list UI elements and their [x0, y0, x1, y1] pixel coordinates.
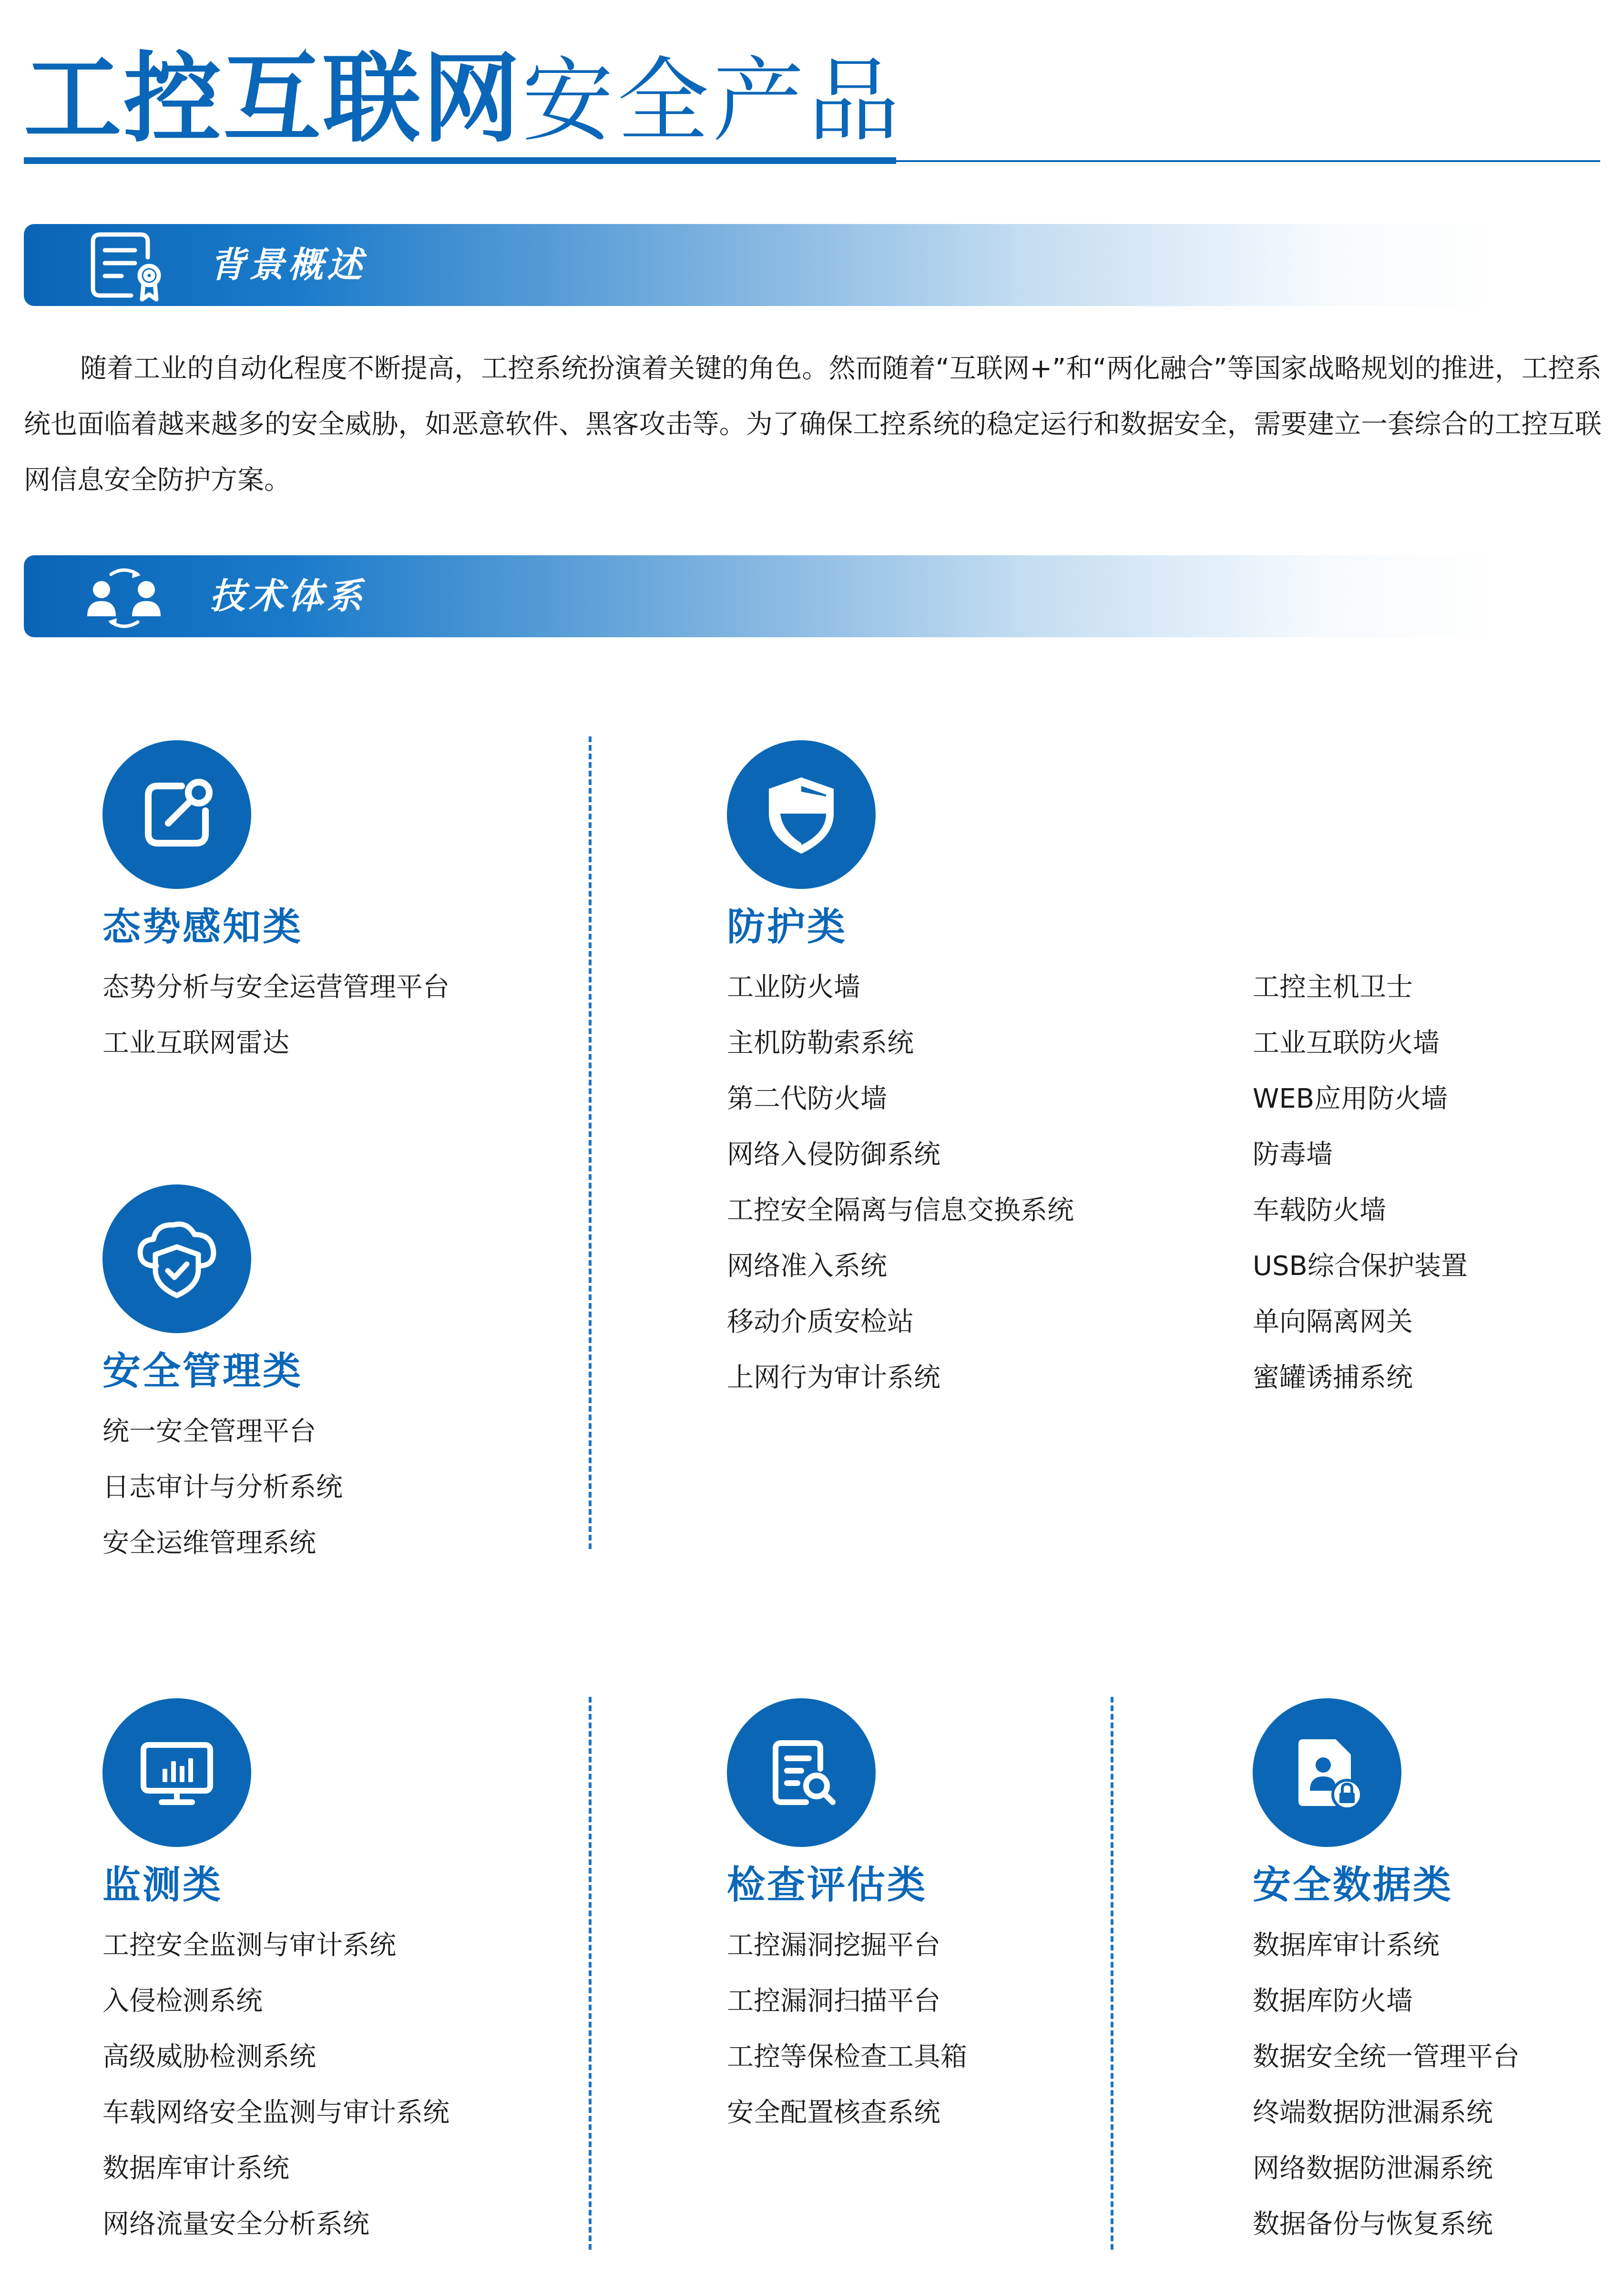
list-item: 工控漏洞扫描平台	[727, 1986, 940, 2017]
list-item: 车载网络安全监测与审计系统	[102, 2097, 449, 2128]
list-item: 安全运维管理系统	[102, 1528, 316, 1559]
monitoring-item-list	[102, 1918, 449, 2252]
list-item: 网络准入系统	[727, 1251, 887, 1282]
column-divider-top	[589, 736, 592, 1549]
list-item: 高级威胁检测系统	[102, 2041, 316, 2072]
background-paragraph: 随着工业的自动化程度不断提高，工控系统扮演着关键的角色。然而随着“互联网+”和“两化融合”等国家战略规划的推进，工控系统也面临着越来越多的安全威胁，如恶意软件、黑客攻击等。为了确保工控系统的稳定运行和数据安全，需要建立一套综合的工控互联网信息安全防护方案。	[24, 353, 1602, 496]
list-item: 工控安全监测与审计系统	[102, 1930, 396, 1961]
awareness-category-icon	[102, 740, 251, 889]
management-item-list	[102, 1404, 343, 1571]
list-item: 工业互联网雷达	[102, 1028, 289, 1059]
monitor-chart-icon	[129, 1725, 225, 1820]
list-item: 网络数据防泄漏系统	[1253, 2153, 1493, 2184]
page-title	[24, 20, 903, 156]
list-item: 数据备份与恢复系统	[1253, 2209, 1493, 2240]
list-item: 安全配置核查系统	[727, 2097, 940, 2128]
list-item: WEB应用防火墙	[1253, 1083, 1448, 1114]
list-item: 网络流量安全分析系统	[102, 2209, 369, 2240]
data-security-item-list	[1253, 1918, 1520, 2252]
list-item: 第二代防火墙	[727, 1083, 887, 1114]
list-item: 工控安全隔离与信息交换系统	[727, 1195, 1074, 1226]
page-title-bold: 工控互联网	[24, 42, 522, 156]
list-item: 网络入侵防御系统	[727, 1139, 940, 1170]
list-item: 工业防火墙	[727, 972, 860, 1003]
edit-pen-icon	[129, 767, 225, 862]
list-item: 蜜罐诱捕系统	[1253, 1362, 1413, 1393]
list-item: 态势分析与安全运营管理平台	[102, 972, 449, 1003]
document-search-icon	[754, 1725, 849, 1820]
certificate-icon	[74, 224, 174, 306]
awareness-item-list	[102, 959, 449, 1071]
inspection-category-icon	[727, 1698, 876, 1847]
monitoring-category-icon	[102, 1698, 251, 1847]
list-item: 车载防火墙	[1253, 1195, 1386, 1226]
list-item: 入侵检测系统	[102, 1986, 263, 2017]
list-item: 数据库审计系统	[1253, 1930, 1440, 1961]
list-item: 防毒墙	[1253, 1139, 1333, 1170]
protection-item-list-right	[1253, 959, 1468, 1406]
column-divider-bottom-left	[589, 1697, 592, 2250]
title-underline-thin	[896, 160, 1600, 162]
data-security-category-icon	[1253, 1698, 1401, 1847]
shield-icon	[754, 767, 849, 862]
title-underline-thick	[24, 157, 896, 164]
list-item: 工业互联防火墙	[1253, 1028, 1440, 1059]
list-item: 数据库防火墙	[1253, 1986, 1413, 2017]
file-lock-icon	[1279, 1725, 1375, 1820]
category-title-management: 安全管理类	[102, 1349, 303, 1393]
list-item: 终端数据防泄漏系统	[1253, 2097, 1493, 2128]
list-item: 数据安全统一管理平台	[1253, 2041, 1520, 2072]
team-exchange-icon	[74, 555, 174, 637]
shield-check-icon	[127, 1209, 227, 1309]
list-item: 工控漏洞挖掘平台	[727, 1930, 940, 1961]
list-item: 数据库审计系统	[102, 2153, 289, 2184]
management-category-icon	[102, 1184, 251, 1333]
protection-item-list-left	[727, 959, 1074, 1406]
inspection-item-list	[727, 1918, 967, 2141]
column-divider-bottom-right	[1111, 1697, 1113, 2250]
category-title-data-security: 安全数据类	[1253, 1863, 1453, 1907]
list-item: 单向隔离网关	[1253, 1306, 1413, 1337]
category-title-protection: 防护类	[727, 905, 847, 949]
list-item: USB综合保护装置	[1253, 1251, 1468, 1282]
list-item: 工控主机卫士	[1253, 972, 1413, 1003]
list-item: 统一安全管理平台	[102, 1416, 316, 1447]
list-item: 日志审计与分析系统	[102, 1472, 343, 1503]
list-item: 移动介质安检站	[727, 1306, 914, 1337]
list-item: 主机防勒索系统	[727, 1028, 914, 1059]
protection-category-icon	[727, 740, 876, 889]
section-label-tech: 技术体系	[210, 576, 366, 617]
list-item: 上网行为审计系统	[727, 1362, 940, 1393]
list-item: 工控等保检查工具箱	[727, 2041, 967, 2072]
category-title-inspection: 检查评估类	[727, 1863, 927, 1907]
page-title-light: 安全产品	[522, 48, 903, 154]
category-title-awareness: 态势感知类	[102, 905, 303, 949]
category-title-monitoring: 监测类	[102, 1863, 223, 1907]
section-label-background: 背景概述	[210, 245, 366, 286]
